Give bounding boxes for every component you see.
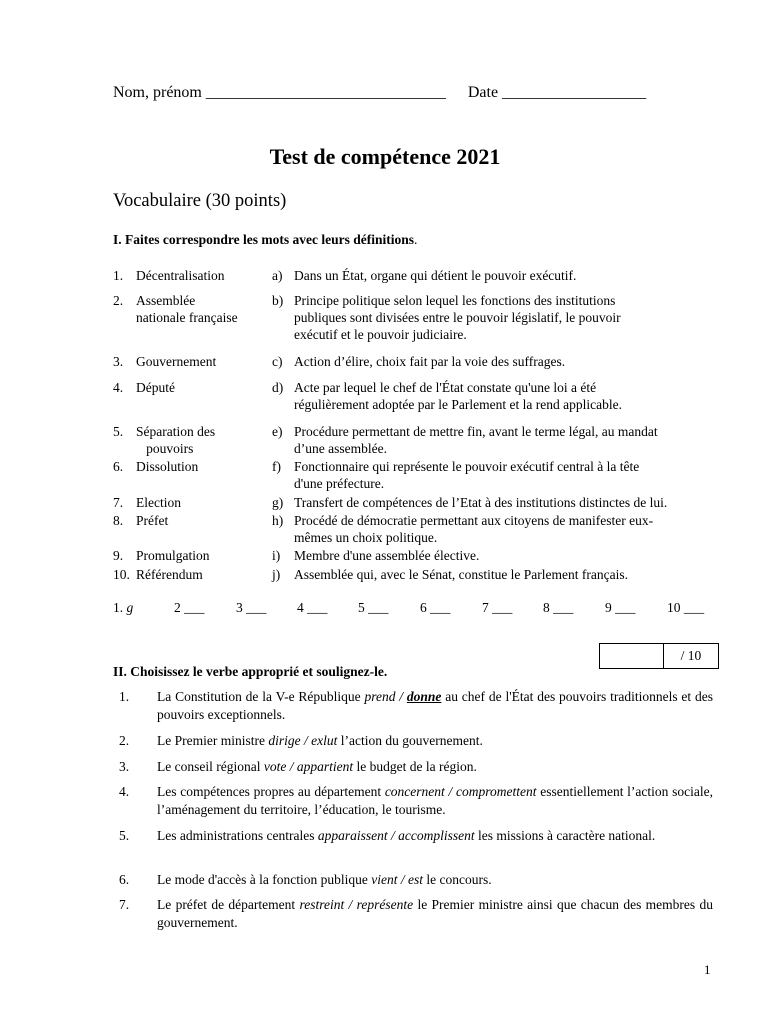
answer-label: 1.	[113, 600, 124, 615]
verb-separator: /	[286, 759, 297, 774]
definition-text: régulièrement adoptée par le Parlement et la rend applicable.	[294, 397, 622, 412]
page-number: 1	[704, 962, 711, 977]
definition-text: Transfert de compétences de l’Etat à des institutions distinctes de lui.	[294, 495, 668, 510]
question-sentence	[157, 688, 713, 724]
answer-value[interactable]: ___	[553, 600, 574, 615]
answer-slot[interactable]	[174, 600, 204, 616]
definition-text: Dans un État, organe qui détient le pouvoir exécutif.	[294, 268, 577, 283]
verb-separator: /	[395, 689, 407, 704]
answer-slot[interactable]	[667, 600, 704, 616]
definition-letter: b)	[272, 293, 284, 308]
question-text-before: Le Premier ministre	[157, 733, 269, 748]
answer-value[interactable]: ___	[615, 600, 636, 615]
answer-value[interactable]: ___	[492, 600, 513, 615]
verb-option[interactable]: compromettent	[456, 784, 537, 799]
question-text-after: le budget de la région.	[353, 759, 477, 774]
verb-separator: /	[344, 897, 357, 912]
verb-option[interactable]: restreint	[299, 897, 345, 912]
question-sentence	[157, 783, 713, 819]
answer-value[interactable]: ___	[307, 600, 328, 615]
verb-option[interactable]: donne	[406, 689, 442, 704]
definition-text: d'une préfecture.	[294, 476, 385, 491]
question-text-after: le Premier ministre ainsi que chacun des membres du gouvernement.	[157, 897, 713, 930]
word-term: Promulgation	[136, 548, 210, 563]
question-text-after: le concours.	[423, 872, 492, 887]
answer-label: 2	[174, 600, 181, 615]
word-number: 1.	[113, 268, 124, 283]
word-number: 5.	[113, 424, 124, 439]
question-text-after: essentiellement l’action sociale, l’aménagement du territoire, l’éducation, le tourisme.	[157, 784, 713, 817]
question-number: 7.	[119, 897, 130, 912]
definition-letter: f)	[272, 459, 281, 474]
answer-value[interactable]: ___	[184, 600, 205, 615]
verb-separator: /	[397, 872, 408, 887]
definition-text: Assemblée qui, avec le Sénat, constitue le Parlement français.	[294, 567, 629, 582]
question-text-before: Les administrations centrales	[157, 828, 318, 843]
verb-option[interactable]: appartient	[296, 759, 354, 774]
verb-option[interactable]: représente	[356, 897, 414, 912]
word-term: Référendum	[136, 567, 203, 582]
question-number: 5.	[119, 828, 130, 843]
definition-letter: j)	[272, 567, 281, 582]
definition-text: Procédé de démocratie permettant aux citoyens de manifester eux-	[294, 513, 654, 528]
verb-option[interactable]: concernent	[384, 784, 445, 799]
answer-label: 4	[297, 600, 304, 615]
question-text-after: au chef de l'État des pouvoirs traditionnels et des pouvoirs exceptionnels.	[157, 689, 713, 722]
definition-text: exécutif et le pouvoir judiciaire.	[294, 327, 467, 342]
definition-text: Fonctionnaire qui représente le pouvoir exécutif central à la tête	[294, 459, 640, 474]
word-number: 10.	[113, 567, 130, 582]
question-number: 6.	[119, 872, 130, 887]
answer-label: 5	[358, 600, 365, 615]
definition-text: Membre d'une assemblée élective.	[294, 548, 480, 563]
definition-letter: g)	[272, 495, 284, 510]
word-number: 4.	[113, 380, 124, 395]
question-text-before: Les compétences propres au département	[157, 784, 385, 799]
verb-option[interactable]: prend	[364, 689, 396, 704]
verb-option[interactable]: apparaissent	[317, 828, 388, 843]
question-sentence	[157, 758, 713, 776]
definition-text: Procédure permettant de mettre fin, avant le terme légal, au mandat	[294, 424, 658, 439]
definition-text: publiques sont divisées entre le pouvoir législatif, le pouvoir	[294, 310, 621, 325]
answer-label: 6	[420, 600, 427, 615]
word-term: Décentralisation	[136, 268, 225, 283]
definition-letter: e)	[272, 424, 283, 439]
word-term: Député	[136, 380, 175, 395]
answer-label: 8	[543, 600, 550, 615]
definition-letter: h)	[272, 513, 284, 528]
verb-option[interactable]: vote	[263, 759, 287, 774]
answer-slot[interactable]	[297, 600, 327, 616]
question-sentence	[157, 827, 713, 845]
definition-text: Principe politique selon lequel les fonctions des institutions	[294, 293, 616, 308]
answer-value[interactable]: ___	[430, 600, 451, 615]
definition-text: mêmes un choix politique.	[294, 530, 438, 545]
question-sentence	[157, 896, 713, 932]
part1-instruction	[113, 232, 417, 248]
definition-letter: c)	[272, 354, 283, 369]
score-total: / 10	[680, 648, 702, 663]
word-term: pouvoirs	[136, 441, 194, 456]
answer-label: 9	[605, 600, 612, 615]
question-number: 2.	[119, 733, 130, 748]
word-term: Préfet	[136, 513, 169, 528]
word-number: 2.	[113, 293, 124, 308]
answer-slot[interactable]	[420, 600, 450, 616]
verb-option[interactable]: est	[408, 872, 423, 887]
score-blank[interactable]	[600, 644, 664, 668]
word-number: 6.	[113, 459, 124, 474]
definition-letter: a)	[272, 268, 283, 283]
answer-slot[interactable]	[358, 600, 388, 616]
verb-separator: /	[444, 784, 457, 799]
word-number: 8.	[113, 513, 124, 528]
answer-slot[interactable]	[543, 600, 573, 616]
question-text-after: les missions à caractère national.	[474, 828, 656, 843]
question-text-before: Le conseil régional	[157, 759, 264, 774]
question-sentence	[157, 871, 713, 889]
question-number: 3.	[119, 759, 130, 774]
answer-slot[interactable]	[236, 600, 266, 616]
word-term: Séparation des	[136, 424, 216, 439]
part1-instruction-tail: .	[413, 232, 418, 247]
section-title: Vocabulaire (30 points)	[113, 191, 287, 211]
definition-letter: d)	[272, 380, 284, 395]
word-term: nationale française	[136, 310, 238, 325]
verb-option[interactable]: dirige	[268, 733, 301, 748]
verb-option[interactable]: exlut	[311, 733, 338, 748]
answer-value[interactable]: ___	[683, 600, 705, 615]
answer-label: 7	[482, 600, 489, 615]
question-number: 1.	[119, 689, 130, 704]
word-number: 3.	[113, 354, 124, 369]
definition-letter: i)	[272, 548, 281, 563]
date-label: Date	[467, 84, 499, 101]
verb-option[interactable]: vient	[371, 872, 398, 887]
definition-text: Acte par lequel le chef de l'État constate qu'une loi a été	[294, 380, 597, 395]
name-date-header	[113, 84, 646, 102]
question-text-before: La Constitution de la V-e République	[157, 689, 365, 704]
question-text-after: l’action du gouvernement.	[337, 733, 483, 748]
part2-instruction: II. Choisissez le verbe approprié et soulignez-le.	[113, 664, 388, 679]
answer-value[interactable]: ___	[368, 600, 389, 615]
verb-option[interactable]: accomplissent	[398, 828, 475, 843]
verb-separator: /	[300, 733, 312, 748]
word-term: Dissolution	[136, 459, 199, 474]
answer-slot[interactable]	[605, 600, 635, 616]
answer-value[interactable]: ___	[246, 600, 267, 615]
word-term: Assemblée	[136, 293, 196, 308]
question-text-before: Le mode d'accès à la fonction publique	[157, 872, 372, 887]
word-number: 9.	[113, 548, 124, 563]
answer-label: 3	[236, 600, 243, 615]
word-term: Gouvernement	[136, 354, 217, 369]
score-box	[599, 643, 719, 669]
answer-slot[interactable]	[113, 600, 133, 616]
answer-value[interactable]: g	[126, 600, 134, 615]
part1-instruction-text: I. Faites correspondre les mots avec leurs définitions	[113, 232, 414, 247]
question-text-before: Le préfet de département	[157, 897, 300, 912]
definition-text: Action d’élire, choix fait par la voie des suffrages.	[294, 354, 566, 369]
date-line[interactable]: __________________	[502, 84, 647, 101]
question-sentence	[157, 732, 713, 750]
verb-separator: /	[387, 828, 399, 843]
definition-text: d’une assemblée.	[294, 441, 387, 456]
word-term: Election	[136, 495, 181, 510]
answer-slot[interactable]	[482, 600, 512, 616]
word-number: 7.	[113, 495, 124, 510]
name-label: Nom, prénom	[113, 84, 202, 101]
page-title: Test de compétence 2021	[269, 144, 501, 169]
name-line[interactable]: ______________________________	[205, 84, 446, 101]
answer-label: 10	[667, 600, 681, 615]
question-number: 4.	[119, 784, 130, 799]
